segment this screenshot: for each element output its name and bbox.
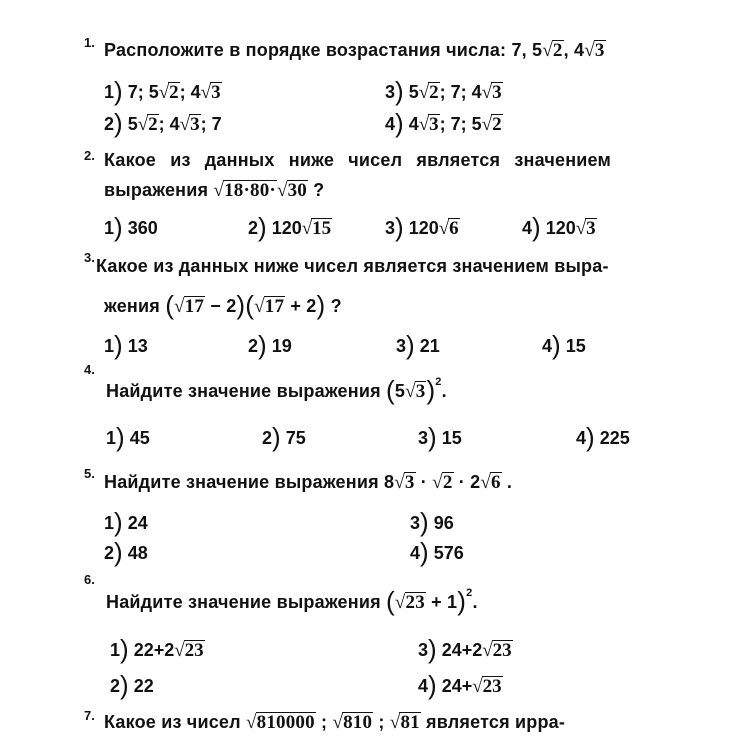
- question-3-option-1: 1) 13: [104, 330, 148, 360]
- question-5-option-2: 2) 48: [104, 537, 148, 567]
- question-3-option-4: 4) 15: [542, 330, 586, 360]
- question-2-text-line1: Какое из данных ниже чисел является значением: [104, 150, 612, 170]
- question-2-option-2: 2) 120√15: [248, 212, 332, 242]
- question-1-text: Расположите в порядке возрастания числа: 7, 5√2, 4√3: [104, 40, 605, 61]
- question-1-option-4: 4) 4√3; 7; 5√2: [385, 108, 502, 138]
- question-3-option-2: 2) 19: [248, 330, 292, 360]
- question-5-text: Найдите значение выражения 8√3 · √2 · 2√6 .: [104, 472, 513, 493]
- question-1-option-1: 1) 7; 5√2; 4√3: [104, 76, 221, 106]
- question-1-option-3: 3) 5√2; 7; 4√3: [385, 76, 502, 106]
- question-6-option-2: 2) 22: [110, 670, 154, 700]
- question-6-option-4: 4) 24+√23: [418, 670, 502, 700]
- question-1-option-2: 2) 5√2; 4√3; 7: [104, 108, 222, 138]
- question-2-option-1: 1) 360: [104, 212, 158, 242]
- question-4-option-2: 2) 75: [262, 422, 306, 452]
- question-6-option-3: 3) 24+2√23: [418, 634, 512, 664]
- question-2-option-4: 4) 120√3: [522, 212, 596, 242]
- question-2-text-line2: выражения √18·80·√30 ?: [104, 180, 325, 201]
- question-1-number: 1.: [84, 35, 95, 50]
- question-5-number: 5.: [84, 466, 95, 481]
- question-4-number: 4.: [84, 362, 95, 377]
- question-4-option-1: 1) 45: [106, 422, 150, 452]
- question-6-text: Найдите значение выражения $(√23 + 1)^2$.: [106, 586, 478, 616]
- question-3-text-line1: Какое из данных ниже чисел является значением выра-: [96, 256, 609, 276]
- question-3-text-line2: жения (√17 − 2)(√17 + 2) ?: [104, 290, 342, 320]
- question-2-number: 2.: [84, 148, 95, 163]
- question-7-number: 7.: [84, 708, 95, 723]
- question-5-option-3: 3) 96: [410, 507, 454, 537]
- question-3-number: 3.: [84, 250, 95, 265]
- question-4-option-3: 3) 15: [418, 422, 462, 452]
- question-7-text: Какое из чисел √810000 ; √810 ; √81 является ирра-: [104, 712, 566, 733]
- question-6-number: 6.: [84, 572, 95, 587]
- question-5-option-4: 4) 576: [410, 537, 464, 567]
- question-4-option-4: 4) 225: [576, 422, 630, 452]
- question-2-option-3: 3) 120√6: [385, 212, 459, 242]
- question-5-option-1: 1) 24: [104, 507, 148, 537]
- question-6-option-1: 1) 22+2√23: [110, 634, 204, 664]
- question-3-option-3: 3) 21: [396, 330, 440, 360]
- question-4-text: Найдите значение выражения $(5√3)^2$.: [106, 375, 447, 405]
